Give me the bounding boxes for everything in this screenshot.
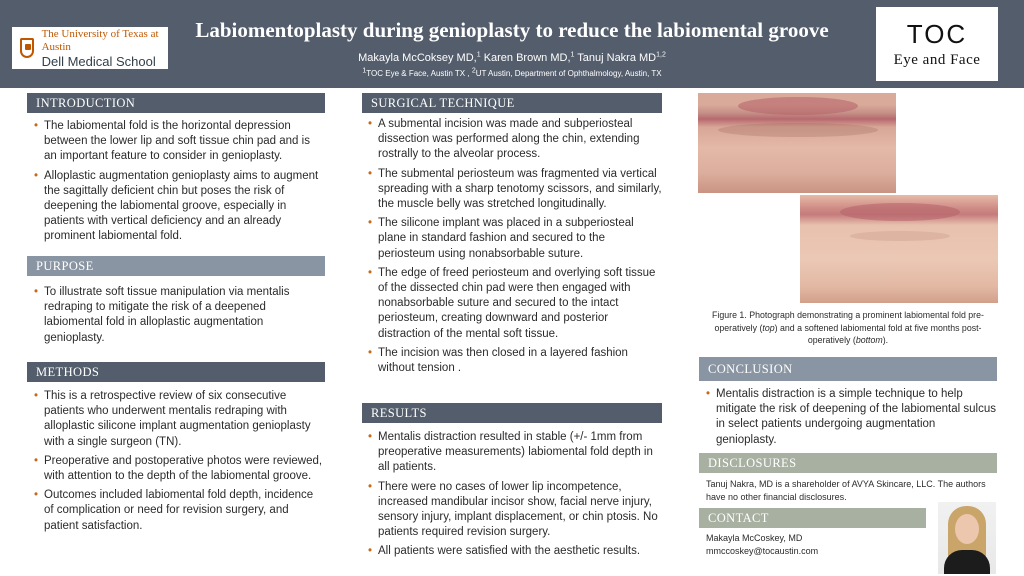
ut-shield-icon <box>20 38 34 58</box>
author-affil-sup: 1,2 <box>656 51 666 59</box>
logo-eye-face-text: Eye and Face <box>893 51 981 68</box>
conclusion-body <box>706 387 996 452</box>
purpose-body <box>34 285 324 350</box>
list-item: • Mentalis distraction resulted in stable (+/- 1mm from preoperative measurements) labiomental fold depth in all patients. <box>368 430 662 476</box>
author-name: Tanuj Nakra MD <box>577 52 657 64</box>
affiliation-text: UT Austin, Department of Ophthalmology, Austin, TX <box>475 69 662 78</box>
affil-sup: 1 <box>362 67 367 75</box>
logo-school-text: Dell Medical School <box>41 53 156 69</box>
contact-name: Makayla McCoskey, MD <box>706 533 803 543</box>
list-item: • The edge of freed periosteum and overlying soft tissue of the dissected chin pad were then engaged with nonabsorbable suture and secured to the intact periosteum, creating downward and posterior distraction of the mental soft tissue. <box>368 266 662 342</box>
logo-university-text: The University of Texas at Austin <box>41 27 159 53</box>
list-item: • There were no cases of lower lip incompetence, increased mandibular incisor show, facial nerve injury, sensory injury, implant displacement, or chin ptosis. No patients required revision surgery. <box>368 480 662 541</box>
dell-medical-school-logo <box>12 27 168 69</box>
contact-heading: CONTACT <box>699 508 926 528</box>
introduction-heading: INTRODUCTION <box>27 93 325 113</box>
introduction-body <box>34 119 324 249</box>
list-item: • A submental incision was made and subperiosteal dissection was performed along the chin, extending rostrally to the alveolar process. <box>368 117 662 163</box>
toc-eye-and-face-logo <box>876 7 998 81</box>
caption-text: ) and a softened labiomental fold at five months post-operatively ( <box>774 322 982 345</box>
caption-bottom-word: bottom <box>855 335 883 345</box>
poster-title: Labiomentoplasty during genioplasty to reduce the labiomental groove <box>195 18 829 42</box>
contact-body <box>706 532 926 557</box>
purpose-heading: PURPOSE <box>27 256 325 276</box>
disclosures-text: Tanuj Nakra, MD is a shareholder of AVYA Skincare, LLC. The authors have no other financial disclosures. <box>706 479 986 502</box>
caption-text: Figure 1. Photograph demonstrating a prominent labiomental fold pre-operatively ( <box>712 310 984 333</box>
results-heading: RESULTS <box>362 403 662 423</box>
caption-top-word: top <box>762 322 775 333</box>
contact-email[interactable]: mmccoskey@tocaustin.com <box>706 545 819 556</box>
list-item: • This is a retrospective review of six consecutive patients who underwent mentalis redraping with alloplastic silicone implant augmentation genioplasty with a single surgeon (TN). <box>34 389 324 450</box>
list-item: • To illustrate soft tissue manipulation via mentalis redraping to mitigate the risk of a deepened labiomental fold in alloplastic augmentation genioplasty. <box>34 285 324 346</box>
author-affil-sup: 1 <box>570 51 575 59</box>
list-item: • Alloplastic augmentation genioplasty aims to augment the sagittally deficient chin but poses the risk of deepening the labiomental groove, especially in patients with vertical deficiency and an already prominent labiomental fold. <box>34 169 324 245</box>
results-body <box>368 430 662 564</box>
list-item: • The silicone implant was placed in a subperiosteal plane in standard fashion and secured to the periosteum using nonabsorbable suture. <box>368 216 662 262</box>
affil-sup: 2 <box>471 67 476 75</box>
poster-header <box>0 0 1024 88</box>
disclosures-heading: DISCLOSURES <box>699 453 997 473</box>
figure-caption <box>700 309 996 347</box>
conclusion-heading: CONCLUSION <box>699 357 997 381</box>
list-item: • The incision was then closed in a layered fashion without tension . <box>368 346 662 376</box>
list-item: • Outcomes included labiomental fold depth, incidence of complication or need for revision surgery, and patient satisfaction. <box>34 488 324 534</box>
surgical-technique-heading: SURGICAL TECHNIQUE <box>362 93 662 113</box>
list-item: • Mentalis distraction is a simple technique to help mitigate the risk of deepening of the labiomental sulcus in select patients undergoing augmentation genioplasty. <box>706 387 996 448</box>
surgical-technique-body <box>368 117 662 380</box>
affiliation-text: TOC Eye & Face, Austin TX , <box>366 69 470 78</box>
postoperative-photo <box>800 195 998 303</box>
list-item: • The labiomental fold is the horizontal depression between the lower lip and soft tissue chin pad and is an important feature to consider in genioplasty. <box>34 119 324 165</box>
affiliation-line <box>180 69 844 78</box>
list-item: • The submental periosteum was fragmented via vertical spreading with a sharp tenotomy scissors, and similarly, the muscle belly was stretched longitudinally. <box>368 167 662 213</box>
author-list <box>180 52 844 64</box>
methods-heading: METHODS <box>27 362 325 382</box>
author-name: Karen Brown MD, <box>483 52 571 64</box>
caption-text: ). <box>882 335 889 345</box>
methods-body <box>34 389 324 538</box>
preoperative-photo <box>698 93 896 193</box>
author-affil-sup: 1 <box>476 51 481 59</box>
list-item: • All patients were satisfied with the aesthetic results. <box>368 544 662 559</box>
logo-toc-text: TOC <box>906 18 968 49</box>
author-headshot <box>938 502 996 574</box>
list-item: • Preoperative and postoperative photos were reviewed, with attention to the depth of the labiomental groove. <box>34 454 324 484</box>
author-name: Makayla McCoksey MD, <box>358 52 477 64</box>
